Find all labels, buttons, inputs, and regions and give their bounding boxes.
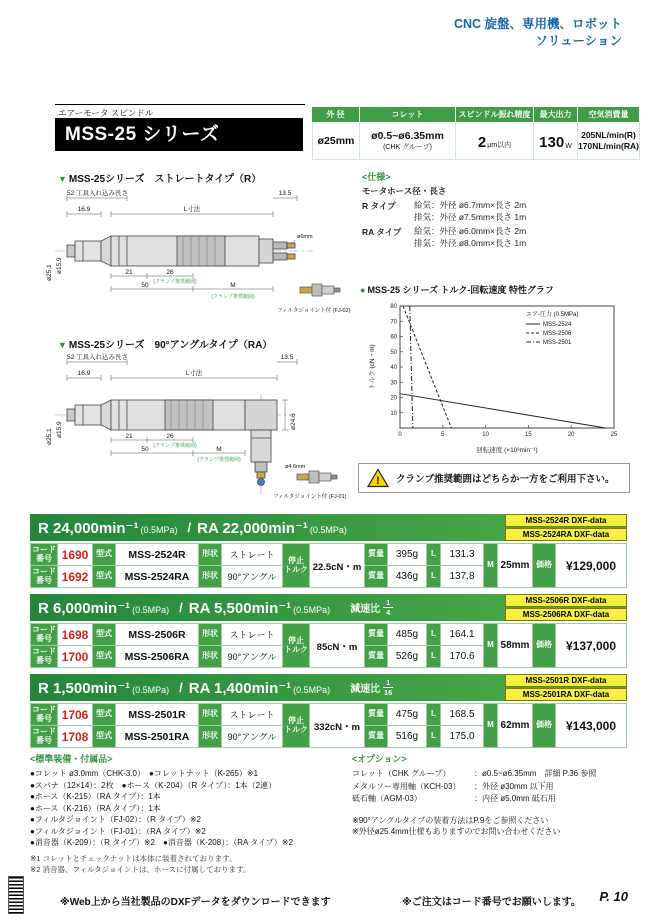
separator: / — [179, 680, 183, 695]
length-label: L — [427, 726, 440, 747]
svg-text:60: 60 — [390, 334, 397, 341]
filter-joint-part — [300, 284, 340, 296]
dim-26: 26 — [166, 269, 174, 276]
price-value: ¥129,000 — [556, 544, 626, 587]
option-name: メタルソー専用軸（KCH-03） — [352, 781, 461, 791]
price-value: ¥137,000 — [556, 624, 626, 667]
options-box — [352, 752, 630, 838]
shape-value: 90°アングル — [222, 646, 282, 667]
shape-label: 形状 — [199, 624, 221, 645]
shape-label: 形状 — [199, 704, 221, 725]
code-label: コード 番号 — [31, 726, 57, 747]
model-name: MSS-2501RA — [116, 726, 198, 747]
svg-text:MSS-2501: MSS-2501 — [543, 340, 572, 346]
code-label: コード 番号 — [31, 566, 57, 587]
m-value: 58mm — [498, 624, 532, 667]
ra-type-label: RA タイプ — [362, 227, 402, 237]
shape-value: 90°アングル — [222, 726, 282, 747]
dim-13-5: 13.5 — [280, 354, 294, 361]
svg-text:50: 50 — [390, 349, 397, 356]
length-label: L — [427, 624, 440, 645]
speed-ra: RA 5,500min⁻¹ — [188, 599, 292, 617]
filter-joint-label: フィルタジョイント付 (FJ-01) — [273, 494, 347, 500]
svg-text:エア-圧力 (0.5MPa): エア-圧力 (0.5MPa) — [526, 312, 579, 318]
pressure-ra: (0.5MPa) — [309, 525, 347, 535]
length-label: L — [427, 646, 440, 667]
warning-text: クランプ推奨範囲はどちらか一方をご利用下さい。 — [396, 474, 615, 485]
clamp-range-1: (クランプ推奨範囲) — [153, 443, 197, 449]
mass-label: 質量 — [365, 566, 387, 587]
reduction-ratio: 減速比 $\frac{1}{4}$ — [350, 599, 393, 616]
mass-value: 475g — [388, 704, 426, 725]
mass-value: 395g — [388, 544, 426, 565]
dim-16-9: 16.9 — [77, 370, 91, 377]
hose-spec-r — [362, 200, 630, 223]
dim-M: M — [230, 282, 236, 289]
dim-26: 26 — [166, 433, 174, 440]
svg-text:30: 30 — [390, 380, 397, 387]
dim-tool-insert: 52 工具入れ込み長さ — [67, 354, 129, 361]
dxf-download-note: ※Web上から当社製品のDXFデータをダウンロードできます — [60, 897, 331, 908]
pressure-r: (0.5MPa) — [132, 605, 170, 615]
model-name: MSS-2524RA — [116, 566, 198, 587]
spec-summary-table — [312, 107, 640, 160]
code-label: コード 番号 — [31, 624, 57, 645]
mass-label: 質量 — [365, 544, 387, 565]
page-number: P. 10 — [599, 889, 628, 904]
clamp-warning-box — [358, 463, 630, 493]
separator: / — [187, 520, 192, 535]
hose-spec-box — [362, 170, 630, 249]
dxf-download-button[interactable]: MSS-2506RA DXF-data — [505, 608, 627, 621]
dim-13-5: 13.5 — [278, 190, 292, 197]
dxf-download-button[interactable]: MSS-2501RA DXF-data — [505, 688, 627, 701]
filter-joint-part — [297, 471, 337, 483]
torque-speed-chart — [366, 296, 624, 458]
length-value: 131.3 — [441, 544, 483, 565]
product-group-2524 — [30, 514, 627, 588]
option-item — [352, 781, 630, 794]
torque-value: 85cN・m — [310, 624, 364, 667]
price-label: 価格 — [533, 624, 555, 667]
accessory-item: ●ホース（K-215）（RA タイプ）：1本 — [30, 792, 161, 801]
shape-value: ストレート — [222, 704, 282, 725]
svg-text:10: 10 — [482, 432, 489, 438]
spec-header: コレット — [360, 107, 456, 122]
series-title: MSS-25 シリーズ — [55, 118, 303, 151]
clamp-range-1: (クランプ推奨範囲) — [153, 279, 197, 285]
m-value: 25mm — [498, 544, 532, 587]
pressure-r: (0.5MPa) — [132, 685, 170, 695]
spec-col-outer-dia — [312, 107, 360, 160]
length-label: L — [427, 704, 440, 725]
dia-25-1: ø25.1 — [46, 264, 53, 281]
warning-icon — [367, 468, 389, 488]
spec-header: 外 径 — [312, 107, 360, 122]
spindle-body — [67, 236, 295, 266]
model-label: 型式 — [93, 566, 115, 587]
code-number: 1706 — [58, 704, 92, 725]
tagline-line1: CNC 旋盤、専用機、ロボット — [453, 17, 622, 31]
mass-label: 質量 — [365, 704, 387, 725]
option-item — [352, 768, 630, 781]
r-type-label: R タイプ — [362, 201, 396, 211]
options-title: <オプション> — [352, 754, 407, 764]
speed-r: R 24,000min⁻¹ — [38, 519, 139, 537]
product-table — [30, 543, 627, 588]
filter-joint-label: フィルタジョイント付 (FJ-02) — [277, 308, 351, 314]
air-consumption-r: 205NL/min(R) — [581, 129, 636, 140]
accessory-item: ●消音器（K-209）：（R タイプ）※2 ●消音器（K-208）：（RA タイプ）※2 — [30, 838, 293, 847]
code-number: 1708 — [58, 726, 92, 747]
torque-value: 332cN・m — [310, 704, 364, 747]
accessory-item: ●スパナ（12×14）：2枚 ●ホース（K-204）（R タイプ）：1本（2連） — [30, 780, 277, 790]
triangle-marker-icon: ▼ — [58, 174, 67, 184]
clamp-range-2: (クランプ推奨範囲) — [211, 294, 255, 300]
spec-header: 最大出力 — [534, 107, 578, 122]
mass-value: 526g — [388, 646, 426, 667]
svg-text:!: ! — [376, 475, 380, 487]
spec-col-output — [534, 107, 578, 160]
straight-drawing-title: ▼ MSS-25シリーズ ストレートタイプ（R） — [58, 174, 262, 185]
barcode — [8, 876, 24, 914]
dxf-download-button[interactable]: MSS-2506R DXF-data — [505, 594, 627, 607]
option-detail: ：ø0.5~ø6.35mm 詳細 P.36 参照 — [474, 769, 597, 778]
price-label: 価格 — [533, 704, 555, 747]
option-item — [352, 793, 630, 806]
spec-box-subtitle: モータホース径・長さ — [362, 186, 447, 196]
svg-text:MSS-2524: MSS-2524 — [543, 322, 572, 328]
dxf-download-button[interactable]: MSS-2524R DXF-data — [505, 514, 627, 527]
dia-25-1: ø25.1 — [46, 428, 53, 445]
model-label: 型式 — [93, 624, 115, 645]
collet-range-value: ø0.5~ø6.35mm — [371, 129, 444, 142]
m-label: M — [484, 544, 497, 587]
product-group-2501 — [30, 674, 627, 748]
clamp-range-labels — [153, 442, 241, 463]
m-value: 62mm — [498, 704, 532, 747]
pressure-ra: (0.5MPa) — [293, 685, 331, 695]
code-label: コード 番号 — [31, 544, 57, 565]
speed-header-bar — [30, 514, 627, 541]
shape-label: 形状 — [199, 726, 221, 747]
dxf-button-stack — [505, 594, 627, 621]
model-label: 型式 — [93, 544, 115, 565]
dia-6mm: ø6mm — [297, 234, 313, 240]
dim-L: L寸法 — [183, 206, 201, 213]
torque-label: 停止 トルク — [283, 624, 309, 667]
model-name: MSS-2506R — [116, 624, 198, 645]
title-rule — [55, 104, 305, 105]
option-name: 砥石軸（AGM-03） — [352, 794, 422, 803]
dim-M: M — [216, 446, 222, 453]
speed-r: R 1,500min⁻¹ — [38, 679, 131, 697]
svg-text:MSS-2506: MSS-2506 — [543, 331, 572, 337]
dim-21: 21 — [125, 269, 133, 276]
code-number: 1692 — [58, 566, 92, 587]
dia-15-9: ø15.9 — [56, 257, 63, 274]
shape-value: ストレート — [222, 544, 282, 565]
product-table — [30, 703, 627, 748]
triangle-marker-icon: ▼ — [58, 340, 67, 350]
length-value: 137.8 — [441, 566, 483, 587]
shape-label: 形状 — [199, 544, 221, 565]
model-label: 型式 — [93, 704, 115, 725]
clamp-range-2: (クランプ推奨範囲) — [197, 457, 241, 463]
svg-text:25: 25 — [610, 432, 618, 438]
spec-col-air — [578, 107, 640, 160]
mass-label: 質量 — [365, 624, 387, 645]
r-supply-spec: 給気：外径 ø6.7mm×長さ 2m — [414, 200, 527, 210]
option-detail: ：内径 ø5.0mm 砥石用 — [474, 794, 556, 803]
speed-r: R 6,000min⁻¹ — [38, 599, 131, 617]
dia-15-9: ø15.9 — [56, 421, 63, 438]
shape-value: 90°アングル — [222, 566, 282, 587]
product-table — [30, 623, 627, 668]
dxf-button-stack — [505, 514, 627, 541]
svg-text:20: 20 — [567, 432, 575, 438]
hose-spec-ra — [362, 226, 630, 249]
option-note-1: ※90°アングルタイプの装着方法はP.9をご参照ください — [352, 815, 549, 825]
svg-text:80: 80 — [390, 304, 397, 310]
dim-50: 50 — [141, 446, 149, 453]
dxf-download-button[interactable]: MSS-2501R DXF-data — [505, 674, 627, 687]
svg-text:5: 5 — [441, 432, 445, 438]
dim-16-9: 16.9 — [77, 206, 91, 213]
length-label: L — [427, 544, 440, 565]
svg-text:トルク (cN・m): トルク (cN・m) — [369, 344, 376, 390]
svg-text:回転速度 (×10³min⁻¹): 回転速度 (×10³min⁻¹) — [476, 447, 538, 454]
dia-24-6: ø24.6 — [290, 413, 297, 430]
speed-ra: RA 1,400min⁻¹ — [188, 679, 292, 697]
dxf-button-stack — [505, 674, 627, 701]
code-number: 1700 — [58, 646, 92, 667]
air-consumption-ra: 170NL/min(RA) — [578, 140, 639, 151]
length-value: 168.5 — [441, 704, 483, 725]
code-label: コード 番号 — [31, 704, 57, 725]
svg-text:15: 15 — [525, 432, 532, 438]
dim-21: 21 — [125, 433, 133, 440]
accessory-item: ●フィルタジョイント（FJ-01）：（RA タイプ）※2 — [30, 826, 206, 836]
accessory-item: ●コレット ø3.0mm（CHK-3.0） ●コレットナット（K-265）※1 — [30, 769, 259, 778]
product-category: エアーモータ スピンドル — [58, 108, 154, 118]
mass-label: 質量 — [365, 726, 387, 747]
torque-value: 22.5cN・m — [310, 544, 364, 587]
dia-4-6mm: ø4.6mm — [285, 464, 306, 470]
mass-label: 質量 — [365, 646, 387, 667]
mass-value: 436g — [388, 566, 426, 587]
speed-header-bar — [30, 674, 627, 701]
dim-tool-insert: 52 工具入れ込み長さ — [67, 190, 129, 197]
footnote-2: ※2 消音器、フィルタジョイントは、ホースに付属しております。 — [30, 864, 251, 874]
option-name: コレット（CHK グループ） — [352, 769, 451, 778]
pressure-r: (0.5MPa) — [140, 525, 178, 535]
ra-exhaust-spec: 排気：外径 ø8.0mm×長さ 1m — [414, 237, 527, 248]
separator: / — [179, 600, 183, 615]
model-name: MSS-2501R — [116, 704, 198, 725]
spec-header: 空気消費量 — [578, 107, 640, 122]
collet-note: (CHK グループ) — [383, 143, 432, 151]
angle-drawing-title: ▼ MSS-25シリーズ 90°アングルタイプ（RA） — [58, 340, 273, 351]
option-note-2: ※外径ø25.4mm仕様もありますのでお問い合わせください — [352, 827, 561, 836]
speed-header-bar — [30, 594, 627, 621]
mass-value: 485g — [388, 624, 426, 645]
model-label: 型式 — [93, 726, 115, 747]
svg-text:10: 10 — [390, 410, 397, 417]
chart-title: ● MSS-25 シリーズ トルク-回転速度 特性グラフ — [360, 285, 554, 295]
angle-type-drawing — [44, 350, 356, 508]
standard-accessories-box — [30, 752, 342, 875]
code-label: コード 番号 — [31, 646, 57, 667]
model-label: 型式 — [93, 646, 115, 667]
torque-label: 停止 トルク — [283, 704, 309, 747]
length-label: L — [427, 566, 440, 587]
product-group-2506 — [30, 594, 627, 668]
svg-text:40: 40 — [390, 365, 397, 371]
svg-text:0: 0 — [398, 432, 402, 438]
r-exhaust-spec: 排気：外径 ø7.5mm×長さ 1m — [414, 211, 527, 222]
bullet-marker-icon: ● — [360, 285, 366, 295]
output-unit: W — [565, 143, 572, 150]
model-name: MSS-2506RA — [116, 646, 198, 667]
m-label: M — [484, 624, 497, 667]
output-value: 130 — [539, 134, 565, 151]
length-value: 170.6 — [441, 646, 483, 667]
torque-label: 停止 トルク — [283, 544, 309, 587]
pressure-ra: (0.5MPa) — [293, 605, 331, 615]
speed-ra: RA 22,000min⁻¹ — [197, 519, 308, 537]
ra-supply-spec: 給気：外径 ø6.0mm×長さ 2m — [414, 226, 527, 236]
spec-header: スピンドル振れ精度 — [456, 107, 534, 122]
model-name: MSS-2524R — [116, 544, 198, 565]
spec-box-title: <仕様> — [362, 172, 391, 182]
straight-type-drawing — [44, 186, 356, 324]
shape-label: 形状 — [199, 646, 221, 667]
footnote-1: ※1 コレットとチェックナットは本体に装着されております。 — [30, 853, 237, 863]
spec-col-collet — [360, 107, 456, 160]
price-value: ¥143,000 — [556, 704, 626, 747]
m-label: M — [484, 704, 497, 747]
shape-value: ストレート — [222, 624, 282, 645]
runout-value: 2 — [477, 134, 487, 151]
code-number: 1690 — [58, 544, 92, 565]
code-number: 1698 — [58, 624, 92, 645]
reduction-ratio: 減速比 $\frac{1}{16}$ — [350, 678, 393, 697]
tagline-line2: ソリューション — [535, 34, 622, 48]
option-detail: ：外径 ø30mm 以下用 — [474, 781, 554, 791]
runout-unit: μm以内 — [487, 142, 512, 149]
spec-col-runout — [456, 107, 534, 160]
svg-text:20: 20 — [390, 395, 397, 402]
price-label: 価格 — [533, 544, 555, 587]
dim-50: 50 — [141, 282, 149, 289]
accessory-item: ●フィルタジョイント（FJ-02）：（R タイプ）※2 — [30, 815, 201, 824]
order-note: ※ご注文はコード番号でお願いします。 — [402, 897, 581, 908]
length-value: 164.1 — [441, 624, 483, 645]
dim-L: L寸法 — [185, 370, 203, 377]
shape-label: 形状 — [199, 566, 221, 587]
header-tagline — [454, 16, 622, 50]
accessory-item: ●ホース（K-216）（RA タイプ）：1本 — [30, 803, 161, 813]
standard-accessories-title: <標準装備・付属品> — [30, 754, 113, 764]
dxf-download-button[interactable]: MSS-2524RA DXF-data — [505, 528, 627, 541]
mass-value: 516g — [388, 726, 426, 747]
outer-dia-value: ø25mm — [317, 134, 355, 147]
svg-text:70: 70 — [390, 319, 397, 326]
length-value: 175.0 — [441, 726, 483, 747]
